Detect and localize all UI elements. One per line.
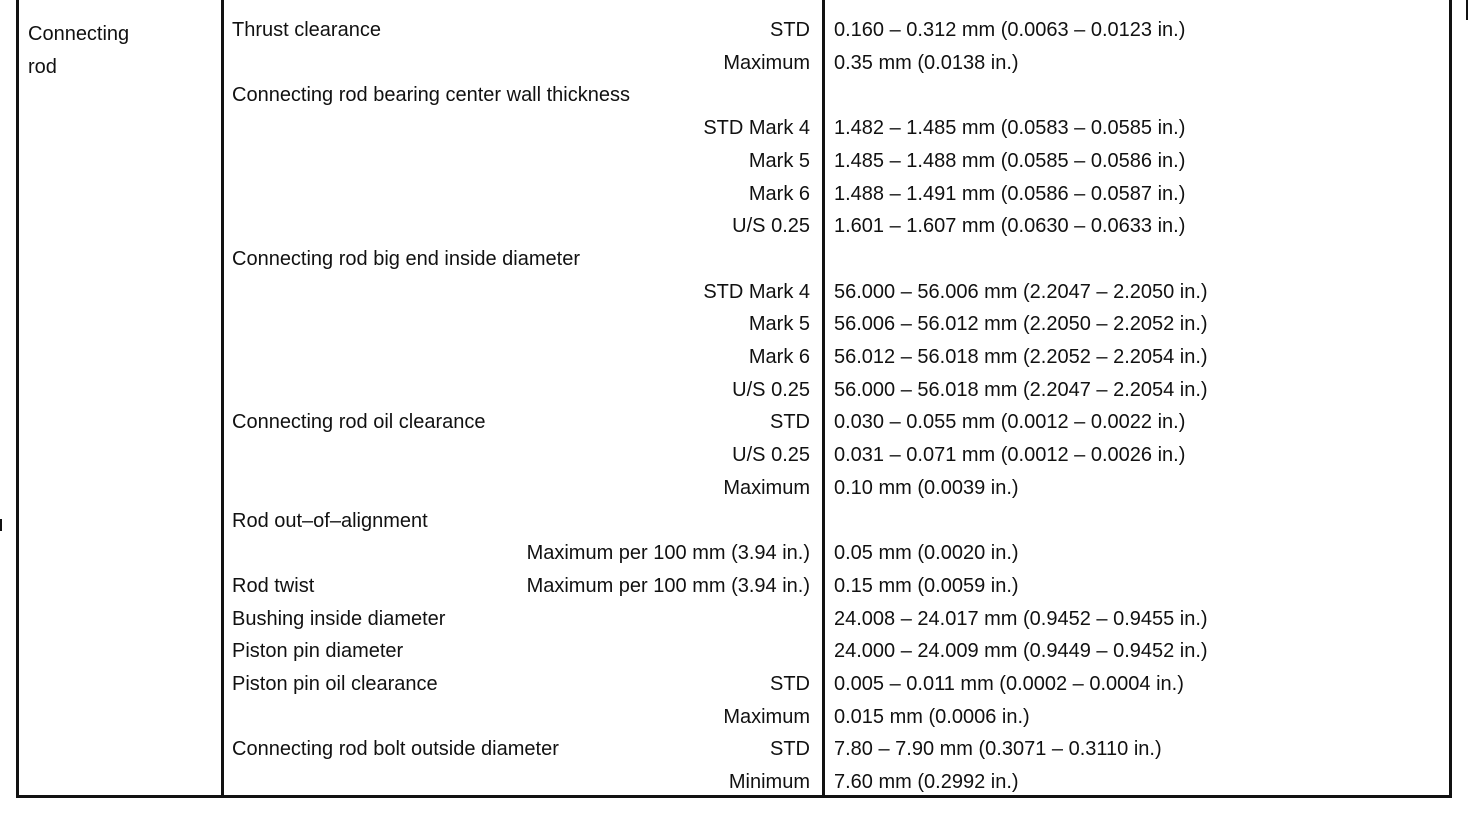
table-row: [232, 243, 1442, 275]
spec-condition: STD: [770, 673, 810, 695]
spec-condition: Mark 5: [748, 149, 810, 172]
spec-condition: Maximum: [723, 476, 810, 499]
table-row: [232, 145, 1442, 177]
spec-label: Connecting rod oil clearance: [232, 411, 486, 434]
table-row: [232, 505, 1442, 537]
spec-value: 7.80 – 7.90 mm (0.3071 – 0.3110 in.): [834, 738, 1162, 761]
spec-value: 1.488 – 1.491 mm (0.0586 – 0.0587 in.): [834, 182, 1186, 205]
spec-condition: Maximum: [723, 705, 810, 728]
spec-value: 0.05 mm (0.0020 in.): [834, 542, 1019, 565]
spec-value: 1.482 – 1.485 mm (0.0583 – 0.0585 in.): [834, 117, 1186, 140]
spec-condition: U/S 0.25: [732, 215, 810, 238]
table-row: [232, 276, 1442, 308]
spec-condition: STD Mark 4: [703, 117, 810, 140]
table-row: [232, 439, 1442, 471]
spec-value: 0.005 – 0.011 mm (0.0002 – 0.0004 in.): [834, 673, 1184, 695]
spec-value: 0.35 mm (0.0138 in.): [834, 51, 1019, 74]
spec-value: 0.031 – 0.071 mm (0.0012 – 0.0026 in.): [834, 444, 1186, 467]
table-row: [232, 406, 1442, 438]
spec-value: 1.485 – 1.488 mm (0.0585 – 0.0586 in.): [834, 149, 1186, 172]
spec-value: 0.030 – 0.055 mm (0.0012 – 0.0022 in.): [834, 411, 1186, 434]
category-cell: [28, 18, 208, 84]
spec-condition: STD: [770, 738, 810, 761]
spec-label: Connecting rod bearing center wall thickness: [232, 84, 630, 107]
table-row: [232, 472, 1442, 504]
spec-value: 0.15 mm (0.0059 in.): [834, 574, 1019, 597]
table-row: [232, 668, 1442, 700]
table-row: [232, 79, 1442, 111]
spec-value: 0.10 mm (0.0039 in.): [834, 476, 1019, 499]
edge-mark-left: [0, 519, 2, 531]
spec-value: 24.000 – 24.009 mm (0.9449 – 0.9452 in.): [834, 640, 1208, 663]
spec-label: Piston pin diameter: [232, 640, 404, 663]
table-row: [232, 635, 1442, 667]
spec-label: Thrust clearance: [232, 19, 381, 41]
spec-condition: STD Mark 4: [703, 280, 810, 303]
spec-condition: Mark 5: [748, 313, 810, 336]
table-row: [232, 766, 1442, 798]
spec-value: 56.006 – 56.012 mm (2.2050 – 2.2052 in.): [834, 313, 1208, 336]
spec-condition: U/S 0.25: [732, 378, 810, 401]
spec-condition: STD: [770, 411, 810, 434]
spec-label: Piston pin oil clearance: [232, 673, 438, 695]
spec-condition: Mark 6: [748, 182, 810, 205]
table-row: [232, 47, 1442, 79]
spec-value: 1.601 – 1.607 mm (0.0630 – 0.0633 in.): [834, 215, 1186, 238]
spec-label: Connecting rod big end inside diameter: [232, 247, 580, 270]
spec-value: 56.000 – 56.018 mm (2.2047 – 2.2054 in.): [834, 378, 1208, 401]
spec-value: 24.008 – 24.017 mm (0.9452 – 0.9455 in.): [834, 607, 1208, 630]
table-row: [232, 14, 1442, 46]
spec-condition: Maximum per 100 mm (3.94 in.): [526, 542, 810, 565]
spec-value: 56.000 – 56.006 mm (2.2047 – 2.2050 in.): [834, 280, 1208, 303]
table-row: [232, 178, 1442, 210]
table-row: [232, 603, 1442, 635]
spec-label: Rod out–of–alignment: [232, 509, 428, 532]
spec-value: 56.012 – 56.018 mm (2.2052 – 2.2054 in.): [834, 346, 1208, 368]
edge-mark-right: [1466, 0, 1468, 20]
table-row: [232, 570, 1442, 602]
table-row: [232, 701, 1442, 733]
table-row: [232, 210, 1442, 242]
spec-value: 0.160 – 0.312 mm (0.0063 – 0.0123 in.): [834, 19, 1186, 41]
category-line-1: Connecting: [28, 23, 130, 45]
spec-label: Rod twist: [232, 574, 315, 597]
spec-condition: U/S 0.25: [732, 444, 810, 467]
spec-condition: STD: [770, 19, 810, 41]
spec-label: Connecting rod bolt outside diameter: [232, 738, 559, 761]
table-row: [232, 733, 1442, 765]
table-row: [232, 537, 1442, 569]
table-row: [232, 341, 1442, 373]
spec-condition: Maximum: [723, 51, 810, 74]
column-divider-category: [221, 0, 224, 798]
spec-value: 0.015 mm (0.0006 in.): [834, 705, 1030, 728]
table-row: [232, 308, 1442, 340]
spec-condition: Maximum per 100 mm (3.94 in.): [526, 574, 810, 597]
spec-condition: Mark 6: [748, 346, 810, 368]
spec-condition: Minimum: [728, 771, 810, 794]
category-line-2: rod: [28, 56, 57, 78]
table-row: [232, 374, 1442, 406]
table-row: [232, 112, 1442, 144]
spec-label: Bushing inside diameter: [232, 607, 446, 630]
spec-value: 7.60 mm (0.2992 in.): [834, 771, 1019, 794]
